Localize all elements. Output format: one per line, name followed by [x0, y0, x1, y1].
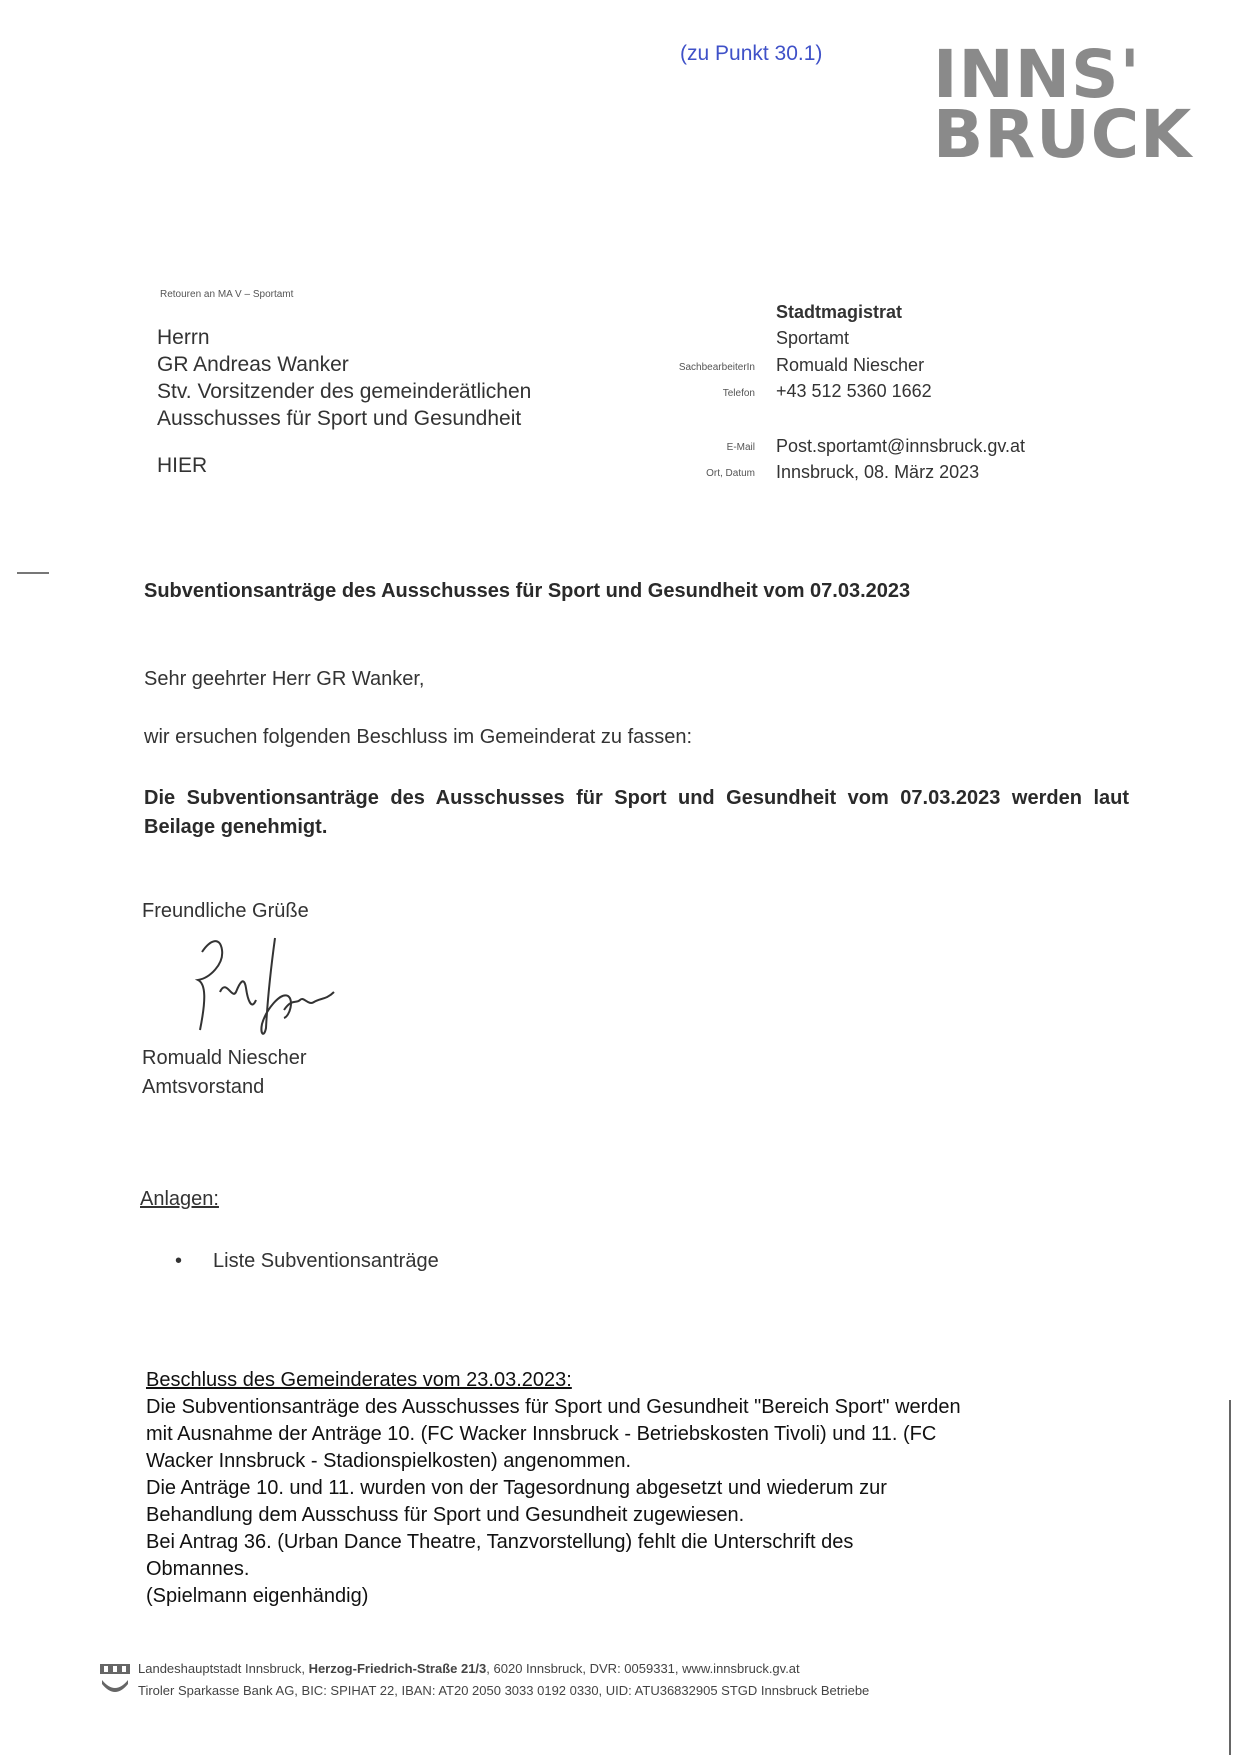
decision-line: Obmannes. — [146, 1558, 250, 1580]
footer-line-2: Tiroler Sparkasse Bank AG, BIC: SPIHAT 22, IBAN: AT20 2050 3033 0192 0330, UID: ATU36832905 STGD Innsbruck Betriebe — [138, 1683, 870, 1698]
logo-line-1: INNS' — [933, 36, 1141, 113]
sender-dept: Sportamt — [776, 328, 850, 348]
decision-line: Die Anträge 10. und 11. wurden von der Tagesordnung abgesetzt und wiederum zur — [146, 1477, 887, 1499]
fold-mark — [17, 572, 49, 574]
email-label: E-Mail — [726, 442, 755, 453]
letter-subject: Subventionsanträge des Ausschusses für Sport und Gesundheit vom 07.03.2023 — [144, 580, 911, 602]
sender-org: Stadtmagistrat — [776, 302, 903, 322]
phone-label: Telefon — [722, 388, 755, 399]
footer-line-1: Landeshauptstadt Innsbruck, Herzog-Friedrich-Straße 21/3, 6020 Innsbruck, DVR: 0059331, www.innsbruck.gv.at — [138, 1661, 800, 1676]
agenda-reference: (zu Punkt 30.1) — [680, 42, 823, 65]
recipient-line: Herrn — [157, 326, 210, 349]
resolution-text: Die Subventionsanträge des Ausschusses für Sport und Gesundheit vom 07.03.2023 werden laut Beilage genehmigt. — [144, 787, 1129, 838]
letter-salutation: Sehr geehrter Herr GR Wanker, — [144, 668, 425, 690]
footer — [138, 1658, 869, 1702]
city-crest-icon — [98, 1662, 132, 1696]
attachment-list — [175, 1250, 439, 1273]
logo-line-2: BRUCK — [933, 96, 1193, 173]
signer-title: Amtsvorstand — [142, 1076, 265, 1098]
decision-line: Die Subventionsanträge des Ausschusses für Sport und Gesundheit "Bereich Sport" werden — [146, 1396, 961, 1418]
decision-line: Bei Antrag 36. (Urban Dance Theatre, Tanzvorstellung) fehlt die Unterschrift des — [146, 1531, 854, 1553]
list-item — [175, 1250, 439, 1273]
recipient-line: Ausschusses für Sport und Gesundheit — [157, 407, 522, 430]
decision-line: (Spielmann eigenhändig) — [146, 1585, 369, 1607]
recipient-here: HIER — [157, 454, 208, 477]
date-label: Ort, Datum — [706, 468, 755, 479]
recipient-address — [157, 324, 531, 479]
clerk-label: SachbearbeiterIn — [678, 362, 755, 373]
decision-line: mit Ausnahme der Anträge 10. (FC Wacker Innsbruck - Betriebskosten Tivoli) und 11. (FC — [146, 1423, 937, 1445]
scan-edge-line — [1229, 1400, 1231, 1755]
recipient-line: GR Andreas Wanker — [157, 353, 349, 376]
sender-email: Post.sportamt@innsbruck.gv.at — [776, 436, 1026, 456]
signer-block — [142, 1044, 307, 1102]
letter-closing: Freundliche Grüße — [142, 900, 309, 922]
attachments-heading: Anlagen: — [140, 1188, 219, 1210]
sender-phone: +43 512 5360 1662 — [776, 381, 932, 401]
decision-line: Wacker Innsbruck - Stadionspielkosten) angenommen. — [146, 1450, 632, 1472]
recipient-line: Stv. Vorsitzender des gemeinderätlichen — [157, 380, 532, 403]
decision-title: Beschluss des Gemeinderates vom 23.03.2023: — [146, 1369, 572, 1391]
bullet-icon: • — [175, 1250, 183, 1272]
innsbruck-logo — [933, 36, 1193, 173]
signer-name: Romuald Niescher — [142, 1047, 307, 1069]
sender-date: Innsbruck, 08. März 2023 — [776, 462, 980, 482]
sender-clerk: Romuald Niescher — [776, 355, 925, 375]
decision-line: Behandlung dem Ausschuss für Sport und Gesundheit zugewiesen. — [146, 1504, 745, 1526]
return-address-line: Retouren an MA V – Sportamt — [160, 289, 294, 300]
handwritten-signature — [180, 930, 350, 1045]
letter-request: wir ersuchen folgenden Beschluss im Gemeinderat zu fassen: — [144, 726, 693, 748]
council-decision — [146, 1367, 1106, 1610]
attachment-label: Liste Subventionsanträge — [213, 1250, 439, 1272]
